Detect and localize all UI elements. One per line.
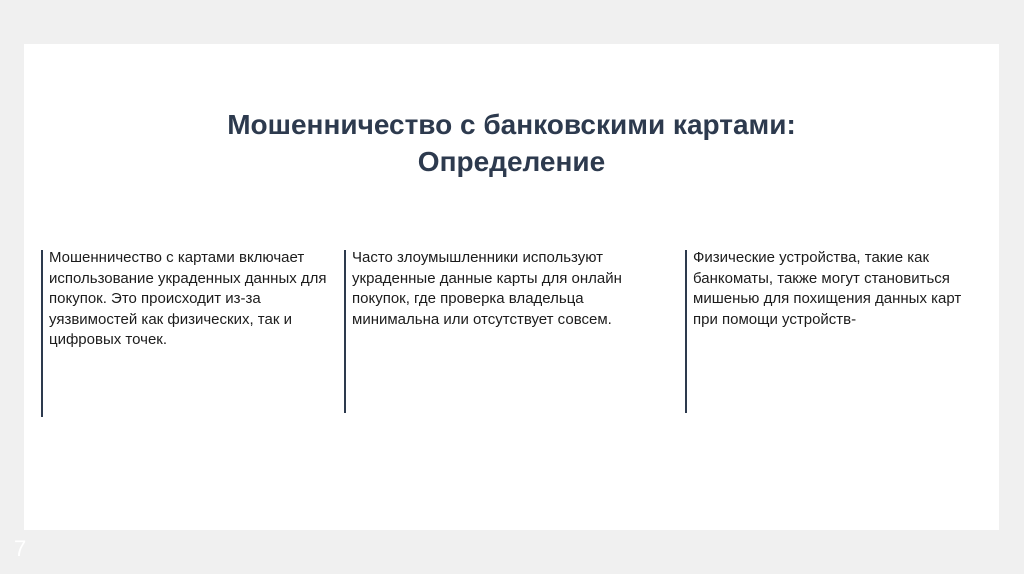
text-column-2 — [344, 250, 674, 413]
column-2-text: Часто злоумышленники используют украденные данные карты для онлайн покупок, где проверка владельца минимальна или отсутствует совсем. — [352, 249, 622, 328]
column-1-text: Мошенничество с картами включает использование украденных данных для покупок. Это происходит из-за уязвимостей как физических, так и цифровых точек. — [49, 249, 327, 348]
slide-title-line-2: Определение — [417, 146, 606, 177]
slide — [24, 44, 999, 530]
slide-title-line-1: Мошенничество с банковскими картами: — [227, 109, 796, 140]
slide-title — [24, 106, 999, 180]
text-column-1 — [41, 250, 341, 417]
text-column-3 — [685, 250, 985, 413]
page-number: 7 — [14, 536, 27, 561]
column-3-text: Физические устройства, такие как банкоматы, также могут становиться мишенью для похищения данных карт при помощи устройств- — [693, 249, 962, 328]
